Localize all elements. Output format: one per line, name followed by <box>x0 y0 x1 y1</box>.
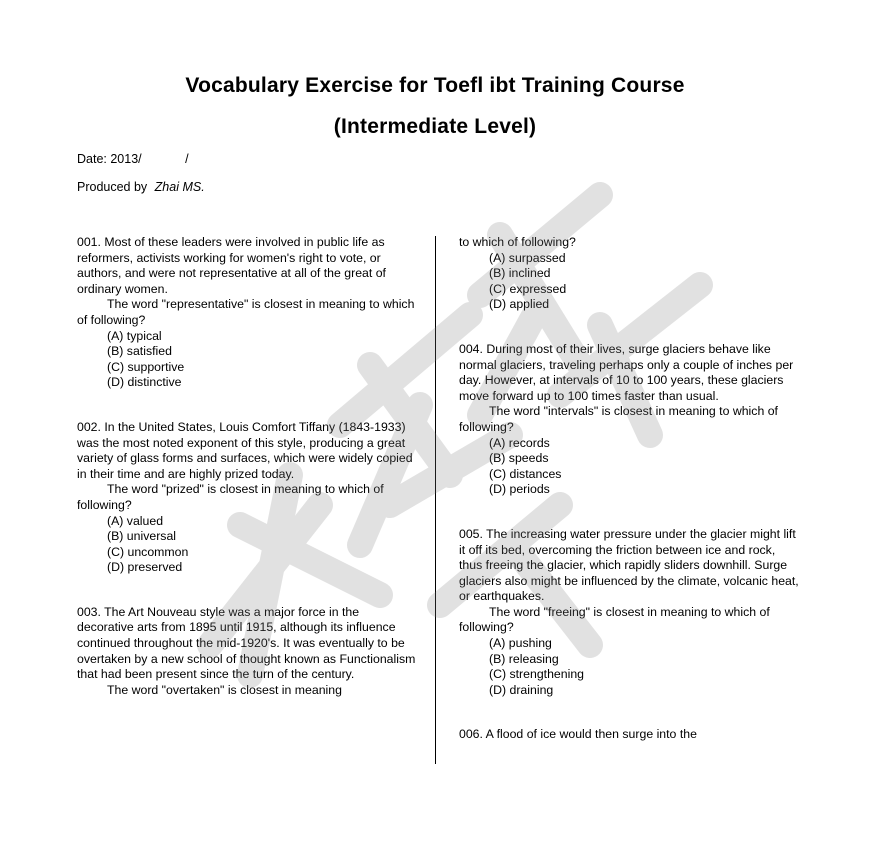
date-separator: / <box>185 152 189 166</box>
document-title: Vocabulary Exercise for Toefl ibt Training Course <box>185 74 685 97</box>
options-list <box>459 636 799 698</box>
left-column <box>77 235 417 698</box>
option-c: (C) supportive <box>107 359 185 374</box>
option-a: (A) surpassed <box>489 250 566 265</box>
option-a: (A) records <box>489 435 550 450</box>
option-d: (D) periods <box>489 482 550 497</box>
question-003-continued <box>459 235 799 313</box>
option-d: (D) preserved <box>107 560 183 575</box>
column-divider <box>435 236 436 764</box>
question-stem: The word "overtaken" is closest in meaning <box>107 682 342 697</box>
question-006 <box>459 727 799 743</box>
question-passage: 005. The increasing water pressure under the glacier might lift it off its bed, overcoming the friction between ice and rock, thus freeing the glacier, which rapidly sliders downhill. Surge glaciers also might be influenced by the climate, volcanic heat, or earthquakes. <box>459 526 799 604</box>
question-002 <box>77 420 417 576</box>
date-line <box>77 152 189 166</box>
option-b: (B) universal <box>107 529 177 544</box>
option-a: (A) valued <box>107 513 164 528</box>
option-d: (D) draining <box>489 682 554 697</box>
question-003 <box>77 605 417 699</box>
option-b: (B) speeds <box>489 451 549 466</box>
option-d: (D) distinctive <box>107 375 182 390</box>
option-d: (D) applied <box>489 297 550 312</box>
question-stem: The word "prized" is closest in meaning to which of following? <box>77 482 384 512</box>
option-c: (C) strengthening <box>489 667 585 682</box>
question-stem-continuation: to which of following? <box>459 235 576 249</box>
option-a: (A) typical <box>107 328 162 343</box>
option-c: (C) expressed <box>489 281 567 296</box>
produced-author: Zhai MS. <box>154 180 205 194</box>
question-passage: 003. The Art Nouveau style was a major force in the decorative arts from 1895 until 1915, although its influence continued throughout the mid-1920's. It was eventually to be overtaken by a new school of thought known as Functionalism that had been present since the turn of the century. <box>77 604 416 682</box>
date-label: Date: 2013/ <box>77 152 142 166</box>
option-c: (C) distances <box>489 466 562 481</box>
question-passage: 004. During most of their lives, surge glaciers behave like normal glaciers, traveling perhaps only a couple of inches per day. However, at intervals of 10 to 100 years, these glaciers move forward up to 100 times faster than usual. <box>459 341 794 403</box>
option-c: (C) uncommon <box>107 544 189 559</box>
options-list <box>77 329 417 391</box>
option-b: (B) releasing <box>489 651 559 666</box>
question-stem: The word "freeing" is closest in meaning to which of following? <box>459 604 770 635</box>
produced-label: Produced by <box>77 180 148 194</box>
options-list <box>459 251 799 313</box>
option-b: (B) satisfied <box>107 344 172 359</box>
options-list <box>77 514 417 576</box>
option-a: (A) pushing <box>489 636 552 651</box>
option-b: (B) inclined <box>489 266 551 281</box>
document-subtitle: (Intermediate Level) <box>333 115 537 138</box>
question-001 <box>77 235 417 391</box>
question-004 <box>459 342 799 498</box>
produced-by-line <box>77 180 205 194</box>
question-stem: The word "representative" is closest in meaning to which of following? <box>77 297 415 327</box>
options-list <box>459 436 799 498</box>
question-stem: The word "intervals" is closest in meaning to which of following? <box>459 404 778 434</box>
right-column <box>459 235 799 743</box>
question-passage: 002. In the United States, Louis Comfort Tiffany (1843-1933) was the most noted exponent of this style, producing a great variety of glass forms and surfaces, which were widely copied in their time and are highly prized today. <box>77 419 413 481</box>
question-passage: 006. A flood of ice would then surge into the <box>459 727 697 742</box>
question-passage: 001. Most of these leaders were involved in public life as reformers, activists working for women's right to vote, or authors, and were not representative at all of the great of ordinary women. <box>77 235 386 296</box>
question-005 <box>459 527 799 699</box>
